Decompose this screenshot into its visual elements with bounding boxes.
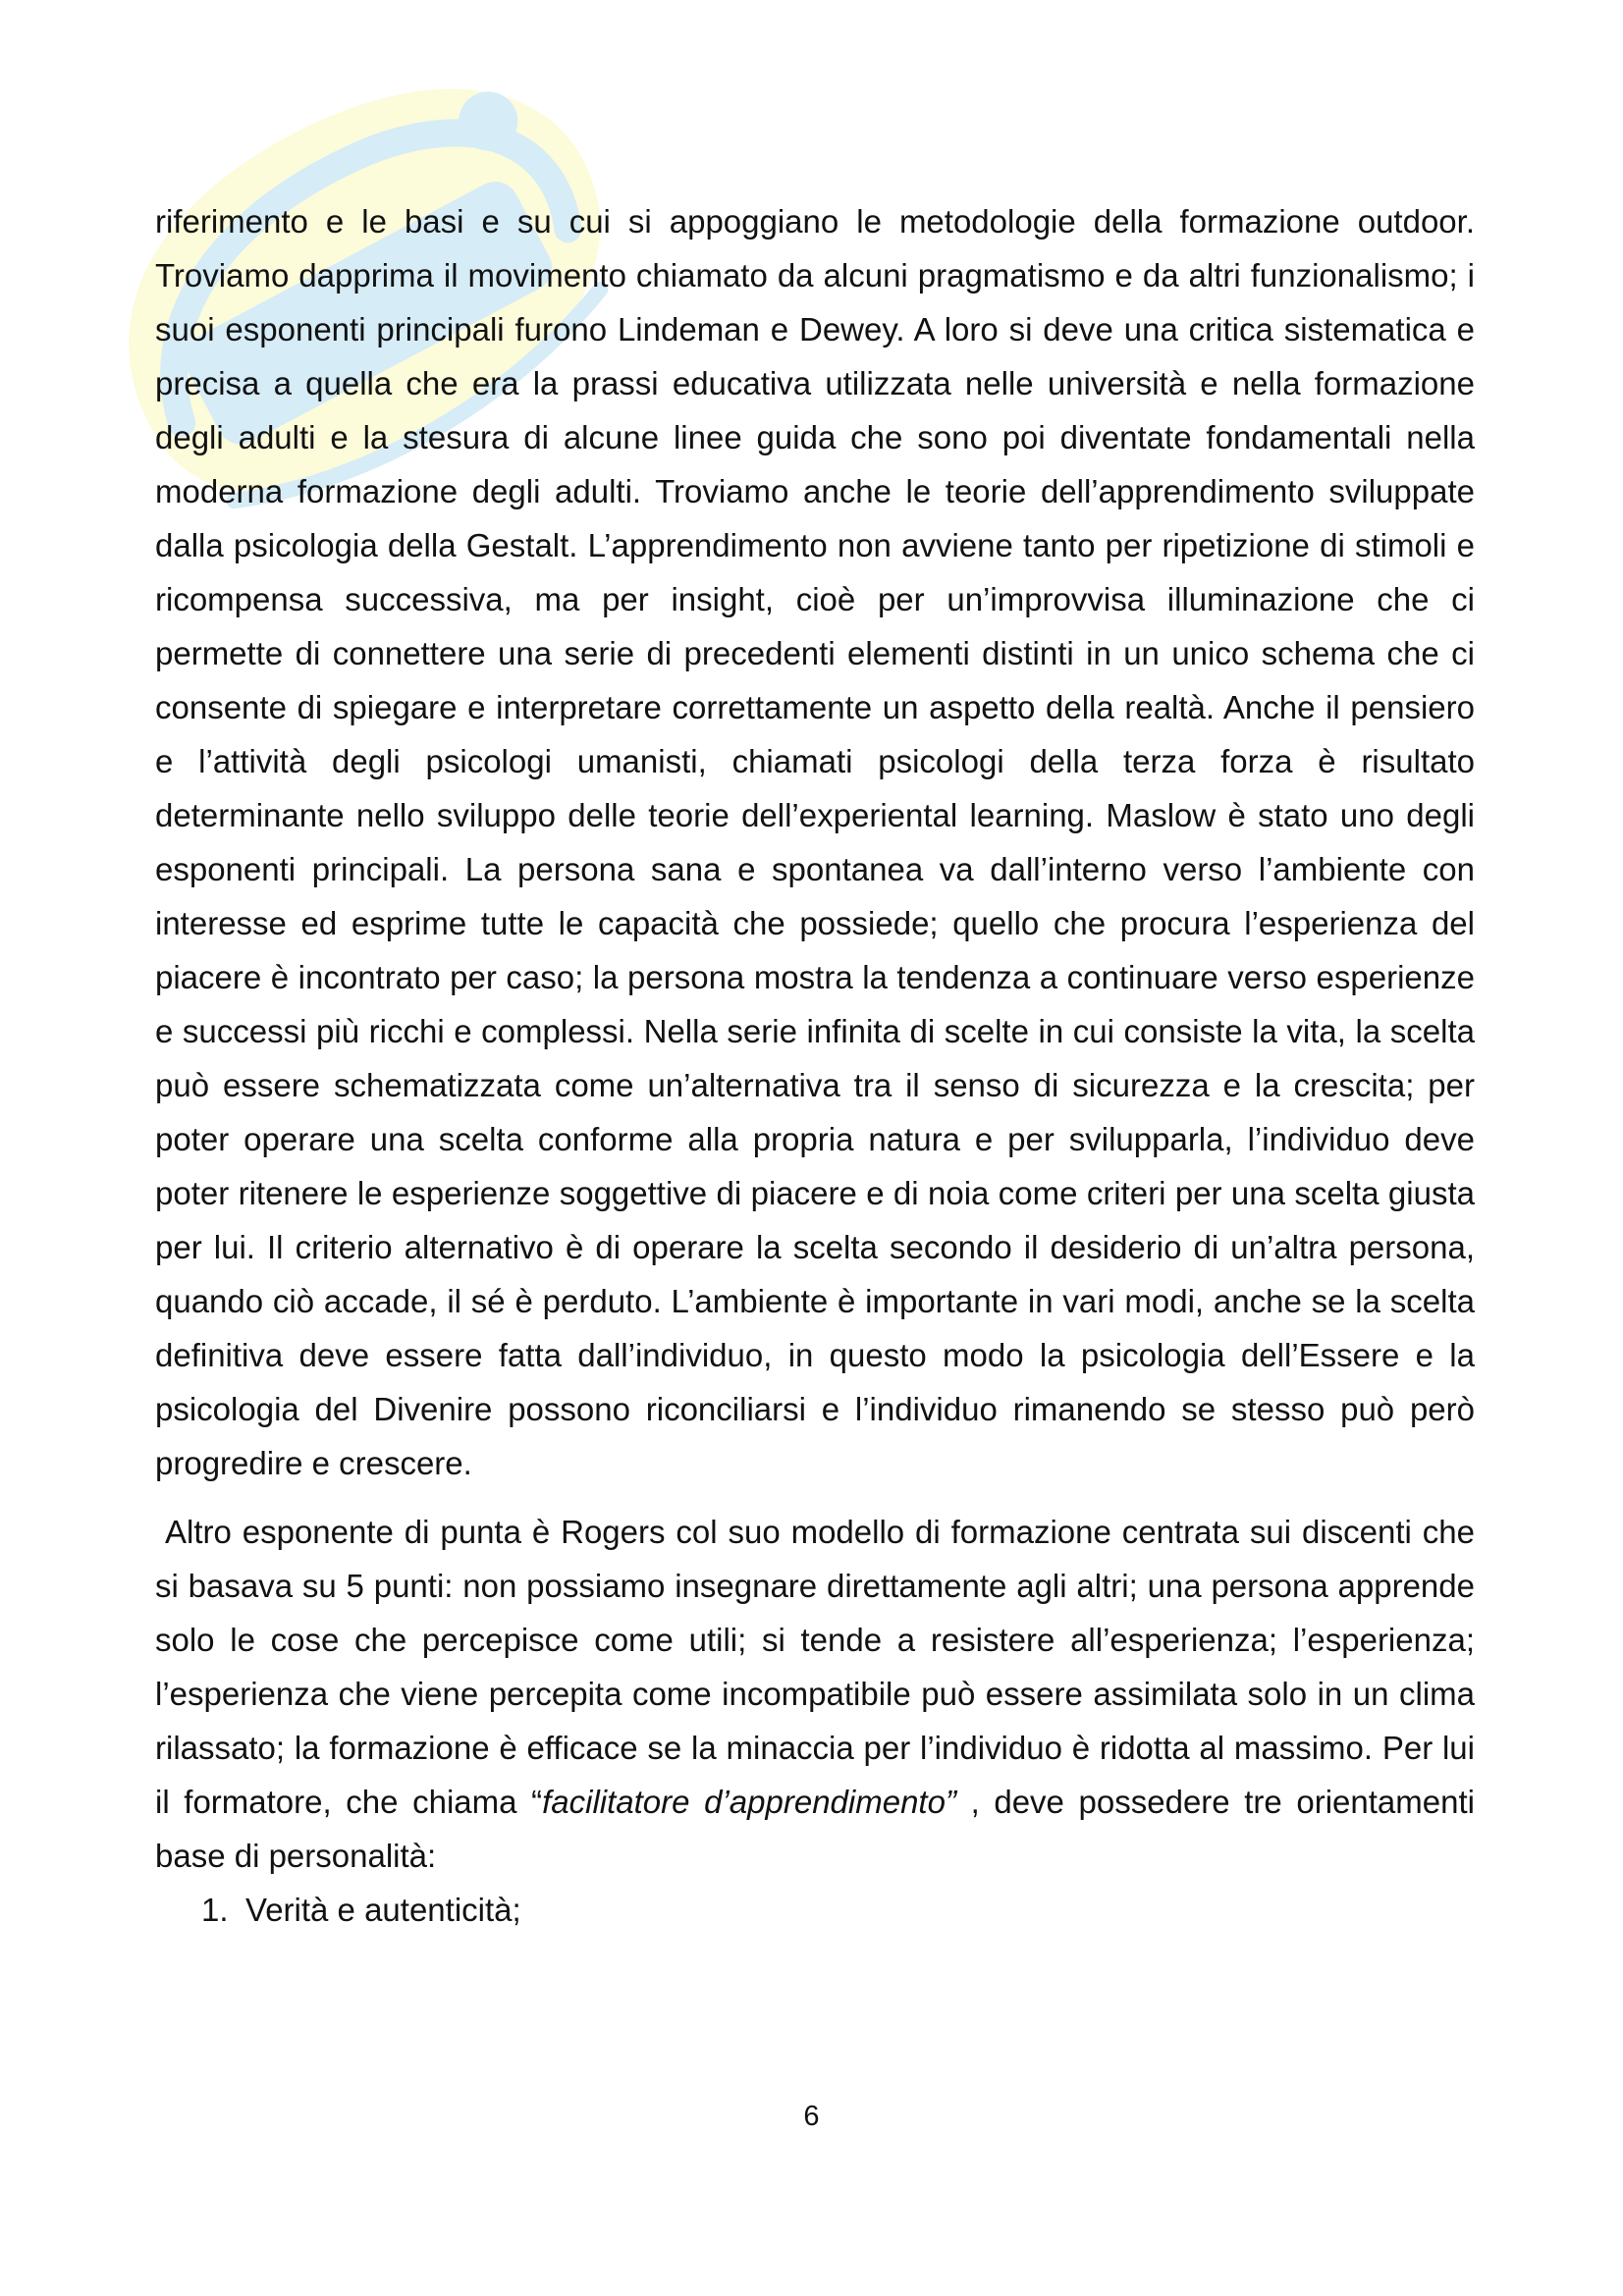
body-paragraph: riferimento e le basi e su cui si appoggiano le metodologie della formazione outdoor. Troviamo dapprima il movimento chiamato da alcuni pragmatismo e da altri funzionalismo; i suoi esponenti principali furono Lindeman e Dewey. A loro si deve una critica sistematica e precisa a quella che era la prassi educativa utilizzata nelle università e nella formazione degli adulti e la stesura di alcune linee guida che sono poi diventate fondamentali nella moderna formazione degli adulti. Troviamo anche le teorie dell’apprendimento sviluppate dalla psicologia della Gestalt. L’apprendimento non avviene tanto per ripetizione di stimoli e ricompensa successiva, ma per insight, cioè per un’improvvisa illuminazione che ci permette di connettere una serie di precedenti elementi distinti in un unico schema che ci consente di spiegare e interpretare correttamente un aspetto della realtà. Anche il pensiero e l’attività degli psicologi umanisti, chiamati psicologi della terza forza è risultato determinante nello sviluppo delle teorie dell’experiental learning. Maslow è stato uno degli esponenti principali. La persona sana e spontanea va dall’interno verso l’ambiente con interesse ed esprime tutte le capacità che possiede; quello che procura l’esperienza del piacere è incontrato per caso; la persona mostra la tendenza a continuare verso esperienze e successi più ricchi e complessi. Nella serie infinita di scelte in cui consiste la vita, la scelta può essere schematizzata come un’alternativa tra il senso di sicurezza e la crescita; per poter operare una scelta conforme alla propria natura e per svilupparla, l’individuo deve poter ritenere le esperienze soggettive di piacere e di noia come criteri per una scelta giusta per lui. Il criterio alternativo è di operare la scelta secondo il desiderio di un’altra persona, quando ciò accade, il sé è perduto. L’ambiente è importante in vari modi, anche se la scelta definitiva deve essere fatta dall’individuo, in questo modo la psicologia dell’Essere e la psicologia del Divenire possono riconciliarsi e l’individuo rimanendo se stesso può però progredire e crescere. xyxy=(155,203,1475,1481)
list-item xyxy=(155,1883,1475,1937)
list-item-number: 1. xyxy=(201,1892,229,1928)
page-number: 6 xyxy=(803,2101,820,2132)
list-item-text: Verità e autenticità; xyxy=(245,1892,521,1928)
paragraph-text: Altro esponente di punta è Rogers col suo modello di formazione centrata sui discenti che si basava su 5 punti: non possiamo insegnare direttamente agli altri; una persona apprende solo le cose che percepisce come utili; si tende a resistere all’esperienza; l’esperienza; l’esperienza che viene percepita come incompatibile può essere assimilata solo in un clima rilassato; la formazione è efficace se la minaccia per l’individuo è ridotta al massimo. Per lui il formatore, che chiama “ xyxy=(155,1514,1475,1820)
italic-term: facilitatore d’apprendimento” xyxy=(542,1784,956,1820)
document-body xyxy=(155,194,1475,1937)
body-paragraph xyxy=(155,1505,1475,1883)
numbered-list xyxy=(155,1883,1475,1937)
paragraph-text: , deve possedere tre orientamenti base di personalità: xyxy=(155,1784,1475,1874)
